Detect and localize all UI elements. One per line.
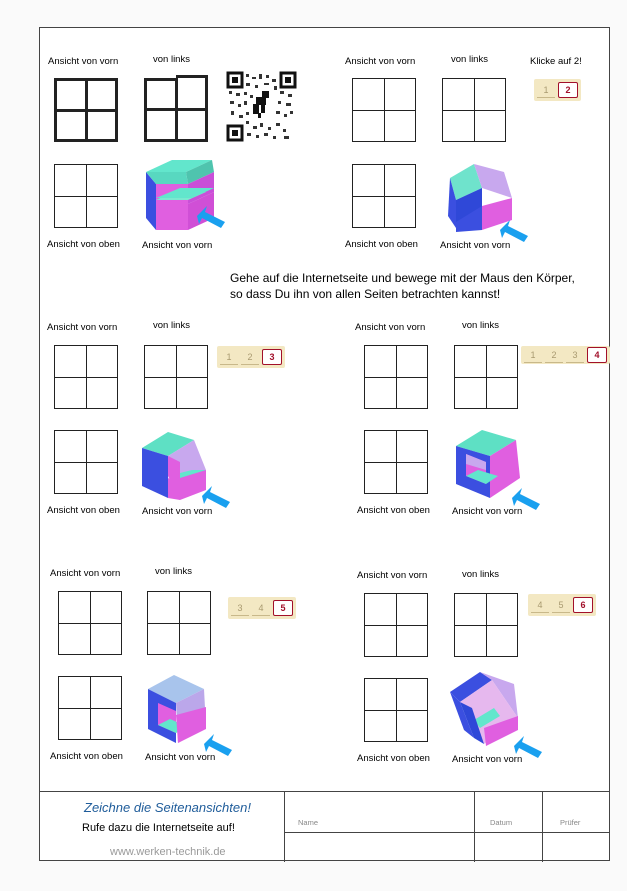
- page-button-3[interactable]: 3: [262, 349, 282, 365]
- worksheet: [39, 27, 610, 861]
- label-left-view: von links: [462, 569, 499, 580]
- grid-front-2[interactable]: [352, 78, 416, 142]
- label-front-view: Ansicht von vorn: [440, 240, 511, 251]
- grid-top-view-3[interactable]: [54, 430, 118, 494]
- grid-top-view-4[interactable]: [364, 430, 428, 494]
- page-button-5[interactable]: 5: [552, 598, 570, 613]
- grid-top-view-5[interactable]: [58, 676, 122, 740]
- title-box: [40, 792, 285, 862]
- instruction-text: [230, 270, 575, 302]
- label-front-view: Ansicht von vorn: [47, 322, 118, 333]
- label-left-view: von links: [155, 566, 192, 577]
- page-button-4[interactable]: 4: [531, 598, 549, 613]
- label-left-view: von links: [153, 320, 190, 331]
- label-left-view: von links: [153, 54, 190, 65]
- pager-3[interactable]: [521, 346, 610, 364]
- page-button-1[interactable]: 1: [524, 348, 542, 363]
- label-left-view: von links: [451, 54, 488, 65]
- grid-front-3[interactable]: [54, 345, 118, 409]
- label-front-view: Ansicht von vorn: [357, 570, 428, 581]
- grid-left-3[interactable]: [144, 345, 208, 409]
- click-hint: Klicke auf 2!: [530, 56, 582, 67]
- grid-front-5[interactable]: [58, 591, 122, 655]
- title-block: [40, 791, 609, 862]
- grid-left-5[interactable]: [147, 591, 211, 655]
- grid-front-4[interactable]: [364, 345, 428, 409]
- page-button-4[interactable]: 4: [587, 347, 607, 363]
- footer-subtitle: Rufe dazu die Internetseite auf!: [82, 822, 235, 834]
- label-left-view: von links: [462, 320, 499, 331]
- label-top-view: Ansicht von oben: [357, 505, 430, 516]
- grid-top-view-1[interactable]: [54, 164, 118, 228]
- qr-code-icon[interactable]: [226, 71, 297, 142]
- grid-front-solution: [54, 78, 118, 142]
- grid-left-4[interactable]: [454, 345, 518, 409]
- footer-title: Zeichne die Seitenansichten!: [84, 800, 251, 815]
- label-top-view: Ansicht von oben: [357, 753, 430, 764]
- label-front-view: Ansicht von vorn: [50, 568, 121, 579]
- label-top-view: Ansicht von oben: [345, 239, 418, 250]
- label-top-view: Ansicht von oben: [47, 505, 120, 516]
- pager-5[interactable]: [528, 594, 596, 616]
- name-field[interactable]: [284, 792, 475, 862]
- page-button-2[interactable]: 2: [241, 350, 259, 365]
- label-front-view: Ansicht von vorn: [145, 752, 216, 763]
- page-button-2[interactable]: 2: [545, 348, 563, 363]
- page-button-5[interactable]: 5: [273, 600, 293, 616]
- page-button-1[interactable]: 1: [220, 350, 238, 365]
- label-front-view: Ansicht von vorn: [142, 506, 213, 517]
- footer-website-link[interactable]: www.werken-technik.de: [110, 846, 226, 858]
- pager-1[interactable]: [534, 79, 581, 101]
- label-front-view: Ansicht von vorn: [48, 56, 119, 67]
- checker-label: Prüfer: [560, 818, 581, 827]
- date-field[interactable]: [474, 792, 543, 862]
- label-front-view: Ansicht von vorn: [142, 240, 213, 251]
- page-button-2[interactable]: 2: [558, 82, 578, 98]
- checker-field[interactable]: [542, 792, 609, 862]
- pager-2[interactable]: [217, 346, 285, 368]
- grid-left-6[interactable]: [454, 593, 518, 657]
- instruction-line-2: so dass Du ihn von allen Seiten betrachten kannst!: [230, 287, 501, 301]
- label-front-view: Ansicht von vorn: [345, 56, 416, 67]
- date-label: Datum: [490, 818, 513, 827]
- grid-left-2[interactable]: [442, 78, 506, 142]
- name-label: Name: [298, 818, 319, 827]
- page-button-3[interactable]: 3: [566, 348, 584, 363]
- grid-top-view-2[interactable]: [352, 164, 416, 228]
- label-front-view: Ansicht von vorn: [452, 506, 523, 517]
- grid-left-solution: [144, 78, 208, 142]
- label-front-view: Ansicht von vorn: [355, 322, 426, 333]
- label-front-view: Ansicht von vorn: [452, 754, 523, 765]
- page-button-4[interactable]: 4: [252, 601, 270, 616]
- pager-4[interactable]: [228, 597, 296, 619]
- label-top-view: Ansicht von oben: [50, 751, 123, 762]
- page-button-1[interactable]: 1: [537, 83, 555, 98]
- page-button-6[interactable]: 6: [573, 597, 593, 613]
- grid-front-6[interactable]: [364, 593, 428, 657]
- blue-arrow-icon: [193, 204, 227, 235]
- label-top-view: Ansicht von oben: [47, 239, 120, 250]
- page-button-3[interactable]: 3: [231, 601, 249, 616]
- instruction-line-1: Gehe auf die Internetseite und bewege mit der Maus den Körper,: [230, 271, 575, 285]
- grid-top-view-6[interactable]: [364, 678, 428, 742]
